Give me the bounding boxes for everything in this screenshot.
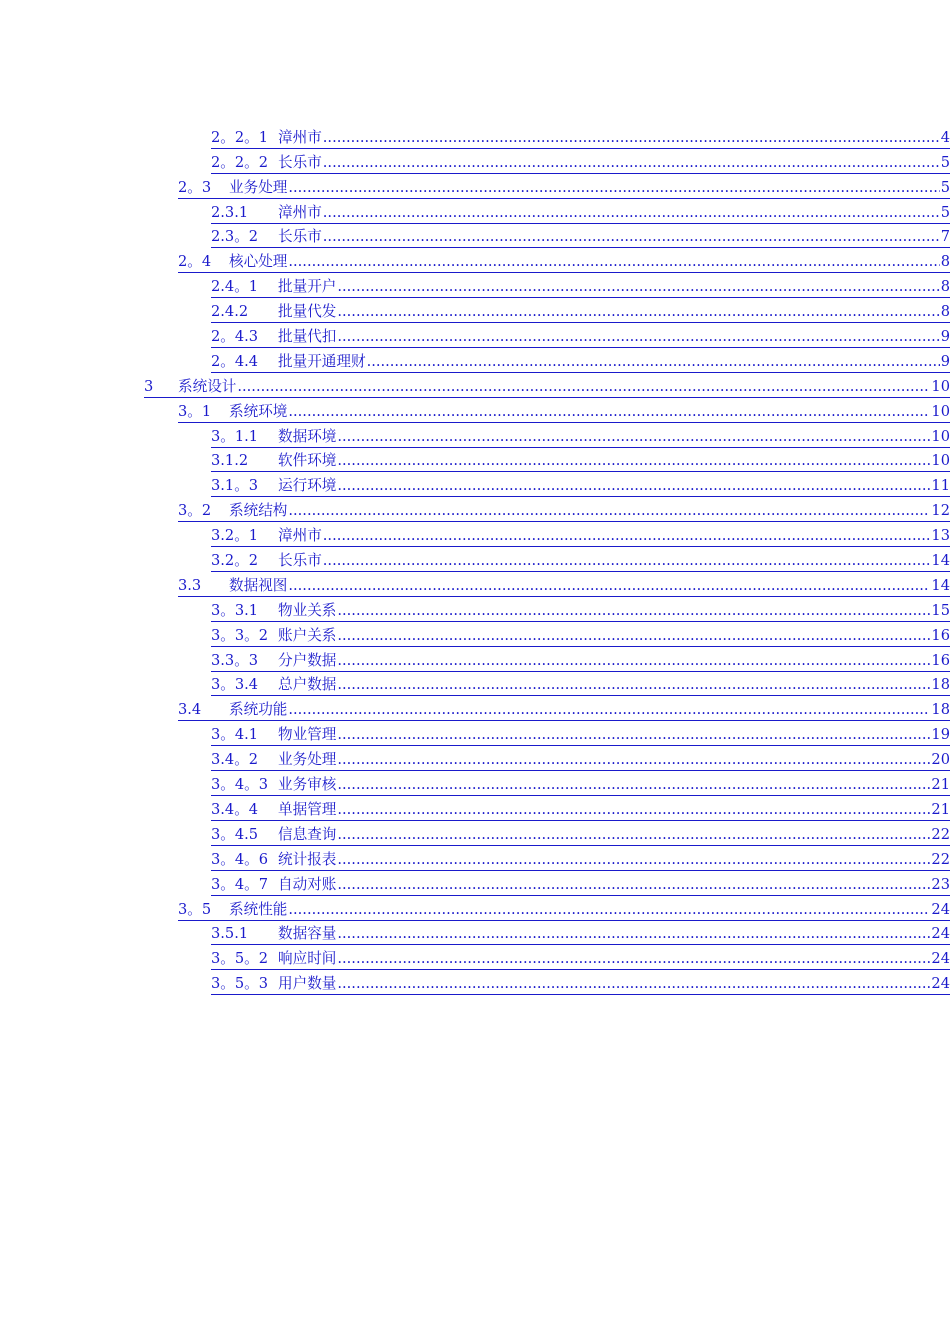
toc-entry[interactable] [0, 273, 950, 298]
toc-entry[interactable] [0, 423, 950, 448]
toc-entry-link[interactable] [211, 626, 950, 647]
toc-entry-link[interactable] [211, 128, 950, 149]
toc-entry-link[interactable] [211, 651, 950, 672]
toc-entry-link[interactable] [211, 825, 950, 846]
toc-dot-leader [337, 277, 939, 297]
toc-dot-leader [337, 651, 930, 671]
toc-dot-leader [337, 750, 930, 770]
toc-entry-page-number: 14 [931, 552, 950, 570]
toc-entry-title: 物业管理 [278, 726, 337, 744]
toc-entry-title: 核心处理 [229, 253, 288, 271]
toc-entry-title: 账户关系 [278, 626, 337, 644]
toc-entry-link[interactable] [211, 775, 950, 796]
toc-entry-page-number: 11 [931, 477, 950, 495]
toc-entry-number: 3。5 [178, 900, 212, 918]
toc-dot-leader [323, 551, 931, 571]
toc-entry[interactable] [0, 896, 950, 921]
toc-dot-leader [323, 128, 940, 148]
toc-entry-number: 2.3.1 [211, 203, 249, 221]
toc-dot-leader [323, 153, 940, 173]
toc-entry-page-number: 5 [940, 203, 950, 221]
toc-dot-leader [337, 924, 930, 944]
toc-entry-number: 2.4。1 [211, 278, 259, 296]
toc-entry-title: 数据环境 [278, 427, 337, 445]
toc-entry-page-number: 24 [931, 975, 950, 993]
toc-entry-number: 3。1.1 [211, 427, 259, 445]
toc-entry-link[interactable] [211, 277, 950, 298]
toc-entry-link[interactable] [211, 327, 950, 348]
toc-dot-leader [337, 725, 930, 745]
toc-entry[interactable] [0, 647, 950, 672]
toc-entry-number: 2.4.2 [211, 303, 249, 321]
toc-entry-page-number: 24 [931, 950, 950, 968]
toc-entry-link[interactable] [211, 227, 950, 248]
toc-entry[interactable] [0, 124, 950, 149]
toc-dot-leader [288, 900, 930, 920]
toc-entry-number: 2。2。1 [211, 128, 269, 146]
toc-entry[interactable] [0, 348, 950, 373]
toc-entry-link[interactable] [211, 800, 950, 821]
toc-entry-number: 3.1。3 [211, 477, 259, 495]
toc-entry[interactable] [0, 672, 950, 697]
toc-entry-link[interactable] [211, 949, 950, 970]
toc-entry-link[interactable] [178, 252, 950, 273]
toc-entry-number: 3。4。3 [211, 776, 269, 794]
toc-entry-number: 2。3 [178, 178, 212, 196]
toc-entry[interactable] [0, 796, 950, 821]
toc-entry-title: 批量代发 [278, 303, 337, 321]
toc-dot-leader [337, 675, 930, 695]
toc-entry[interactable] [0, 721, 950, 746]
toc-entry-number: 3.3。3 [211, 651, 259, 669]
toc-entry-page-number: 10 [931, 402, 950, 420]
toc-entry-page-number: 4 [940, 128, 950, 146]
toc-entry-number: 2。4.4 [211, 352, 259, 370]
toc-entry-title: 业务审核 [278, 776, 337, 794]
toc-entry-title: 批量开通理财 [278, 352, 366, 370]
toc-entry-number: 2.3。2 [211, 228, 259, 246]
toc-entry-number: 3.4 [178, 701, 202, 719]
toc-dot-leader [337, 949, 930, 969]
toc-entry-title: 总户数据 [278, 676, 337, 694]
toc-entry[interactable] [0, 199, 950, 224]
toc-entry-page-number: 20 [931, 751, 950, 769]
toc-entry-number: 3。3.4 [211, 676, 259, 694]
toc-entry-number: 3 [144, 377, 154, 395]
toc-entry-link[interactable] [178, 700, 950, 721]
toc-entry-number: 3。5。2 [211, 950, 269, 968]
toc-entry-number: 3.2。2 [211, 552, 259, 570]
toc-entry-page-number: 24 [931, 925, 950, 943]
toc-entry-page-number: 21 [931, 800, 950, 818]
toc-entry-link[interactable] [211, 526, 950, 547]
toc-entry-title: 漳州市 [278, 527, 322, 545]
toc-dot-leader [337, 800, 930, 820]
toc-entry[interactable] [0, 921, 950, 946]
toc-entry-link[interactable] [211, 153, 950, 174]
toc-entry[interactable] [0, 746, 950, 771]
toc-entry-title: 信息查询 [278, 825, 337, 843]
toc-dot-leader [237, 377, 930, 397]
toc-entry-number: 3.1.2 [211, 452, 249, 470]
toc-entry[interactable] [0, 945, 950, 970]
toc-entry-title: 系统环境 [229, 402, 288, 420]
toc-entry-title: 数据视图 [229, 576, 288, 594]
toc-entry-title: 软件环境 [278, 452, 337, 470]
toc-entry[interactable] [0, 871, 950, 896]
toc-entry-page-number: 16 [931, 651, 950, 669]
toc-entry-page-number: 19 [931, 726, 950, 744]
toc-entry-title: 漳州市 [278, 203, 322, 221]
toc-entry[interactable] [0, 771, 950, 796]
toc-entry-title: 批量代扣 [278, 328, 337, 346]
toc-entry-link[interactable] [211, 203, 950, 224]
toc-dot-leader [337, 626, 930, 646]
toc-entry-page-number: 16 [931, 626, 950, 644]
toc-entry-number: 3.2。1 [211, 527, 259, 545]
toc-entry-page-number: 10 [931, 452, 950, 470]
toc-entry[interactable] [0, 373, 950, 398]
toc-entry[interactable] [0, 547, 950, 572]
toc-dot-leader [337, 775, 930, 795]
toc-entry-page-number: 15 [931, 601, 950, 619]
toc-entry-title: 数据容量 [278, 925, 337, 943]
toc-entry-page-number: 12 [931, 502, 950, 520]
toc-entry-title: 单据管理 [278, 800, 337, 818]
toc-entry-link[interactable] [211, 725, 950, 746]
toc-entry-title: 批量开户 [278, 278, 337, 296]
toc-entry-number: 3.5.1 [211, 925, 249, 943]
toc-entry-page-number: 18 [931, 701, 950, 719]
toc-entry-title: 业务处理 [229, 178, 288, 196]
toc-entry-title: 分户数据 [278, 651, 337, 669]
toc-entry[interactable] [0, 472, 950, 497]
toc-entry-page-number: 9 [940, 352, 950, 370]
toc-entry-title: 物业关系 [278, 601, 337, 619]
toc-entry[interactable] [0, 622, 950, 647]
toc-entry-title: 运行环境 [278, 477, 337, 495]
toc-dot-leader [337, 451, 930, 471]
toc-entry-title: 用户数量 [278, 975, 337, 993]
toc-dot-leader [337, 601, 930, 621]
toc-entry-page-number: 9 [940, 328, 950, 346]
toc-entry-title: 系统功能 [229, 701, 288, 719]
toc-entry-page-number: 24 [931, 900, 950, 918]
toc-dot-leader [288, 576, 930, 596]
toc-entry-number: 3。5。3 [211, 975, 269, 993]
toc-dot-leader [337, 825, 930, 845]
toc-entry[interactable] [0, 298, 950, 323]
toc-entry-page-number: 5 [940, 153, 950, 171]
toc-entry-number: 3。4。7 [211, 875, 269, 893]
toc-dot-leader [337, 476, 930, 496]
toc-entry-link[interactable] [211, 601, 950, 622]
toc-entry[interactable] [0, 497, 950, 522]
toc-entry-link[interactable] [211, 675, 950, 696]
toc-entry-number: 2。4 [178, 253, 212, 271]
toc-dot-leader [288, 252, 939, 272]
toc-entry-page-number: 13 [931, 527, 950, 545]
toc-entry-title: 系统设计 [178, 377, 237, 395]
toc-entry-page-number: 10 [931, 377, 950, 395]
toc-entry-number: 3。3。2 [211, 626, 269, 644]
toc-entry-title: 长乐市 [278, 228, 322, 246]
toc-entry-page-number: 22 [931, 825, 950, 843]
toc-entry-link[interactable] [144, 377, 950, 398]
toc-entry-link[interactable] [211, 476, 950, 497]
table-of-contents [0, 124, 950, 995]
toc-dot-leader [337, 850, 930, 870]
toc-dot-leader [288, 501, 930, 521]
toc-entry-page-number: 14 [931, 576, 950, 594]
toc-entry-page-number: 21 [931, 776, 950, 794]
toc-entry-title: 长乐市 [278, 153, 322, 171]
toc-entry-title: 统计报表 [278, 850, 337, 868]
toc-dot-leader [288, 178, 939, 198]
toc-entry-page-number: 18 [931, 676, 950, 694]
toc-entry-link[interactable] [211, 427, 950, 448]
toc-entry-link[interactable] [211, 974, 950, 995]
toc-dot-leader [323, 203, 940, 223]
toc-entry-title: 系统性能 [229, 900, 288, 918]
toc-dot-leader [323, 526, 931, 546]
toc-entry-page-number: 5 [940, 178, 950, 196]
toc-dot-leader [323, 227, 940, 247]
toc-entry-link[interactable] [211, 850, 950, 871]
toc-entry-page-number: 22 [931, 850, 950, 868]
toc-entry-title: 自动对账 [278, 875, 337, 893]
toc-entry-page-number: 8 [940, 253, 950, 271]
toc-entry-title: 系统结构 [229, 502, 288, 520]
toc-entry[interactable] [0, 149, 950, 174]
toc-entry-title: 漳州市 [278, 128, 322, 146]
toc-entry[interactable] [0, 248, 950, 273]
toc-entry-link[interactable] [211, 352, 950, 373]
toc-entry-page-number: 23 [931, 875, 950, 893]
toc-entry-number: 3。2 [178, 502, 212, 520]
toc-entry-link[interactable] [178, 576, 950, 597]
toc-entry-link[interactable] [178, 178, 950, 199]
toc-entry-link[interactable] [211, 451, 950, 472]
toc-dot-leader [288, 700, 930, 720]
toc-dot-leader [288, 402, 930, 422]
toc-entry-number: 3.4。2 [211, 751, 259, 769]
toc-entry-number: 3。1 [178, 402, 212, 420]
toc-entry-title: 响应时间 [278, 950, 337, 968]
toc-dot-leader [337, 427, 930, 447]
toc-entry-link[interactable] [178, 501, 950, 522]
toc-entry-link[interactable] [211, 750, 950, 771]
toc-entry-link[interactable] [211, 924, 950, 945]
toc-entry[interactable] [0, 174, 950, 199]
toc-entry-page-number: 8 [940, 303, 950, 321]
toc-entry-link[interactable] [211, 875, 950, 896]
toc-entry-number: 3。3.1 [211, 601, 259, 619]
toc-entry-link[interactable] [211, 551, 950, 572]
toc-entry[interactable] [0, 821, 950, 846]
toc-entry[interactable] [0, 597, 950, 622]
toc-entry-number: 3。4。6 [211, 850, 269, 868]
toc-entry[interactable] [0, 572, 950, 597]
toc-entry[interactable] [0, 398, 950, 423]
toc-entry-link[interactable] [178, 900, 950, 921]
toc-dot-leader [337, 974, 930, 994]
toc-entry-page-number: 8 [940, 278, 950, 296]
toc-entry-number: 3.4。4 [211, 800, 259, 818]
toc-entry[interactable] [0, 448, 950, 473]
toc-entry-number: 3.3 [178, 576, 202, 594]
toc-entry[interactable] [0, 696, 950, 721]
toc-entry-title: 长乐市 [278, 552, 322, 570]
toc-dot-leader [337, 302, 939, 322]
toc-entry[interactable] [0, 846, 950, 871]
toc-entry-number: 3。4.5 [211, 825, 259, 843]
toc-entry[interactable] [0, 323, 950, 348]
toc-entry[interactable] [0, 970, 950, 995]
toc-entry-page-number: 7 [940, 228, 950, 246]
toc-entry-title: 业务处理 [278, 751, 337, 769]
toc-entry-link[interactable] [211, 302, 950, 323]
toc-entry-number: 3。4.1 [211, 726, 259, 744]
toc-entry[interactable] [0, 224, 950, 249]
toc-dot-leader [367, 352, 940, 372]
toc-entry-link[interactable] [178, 402, 950, 423]
toc-entry[interactable] [0, 522, 950, 547]
toc-dot-leader [337, 327, 939, 347]
toc-dot-leader [337, 875, 930, 895]
toc-entry-number: 2。4.3 [211, 328, 259, 346]
toc-entry-page-number: 10 [931, 427, 950, 445]
toc-entry-number: 2。2。2 [211, 153, 269, 171]
